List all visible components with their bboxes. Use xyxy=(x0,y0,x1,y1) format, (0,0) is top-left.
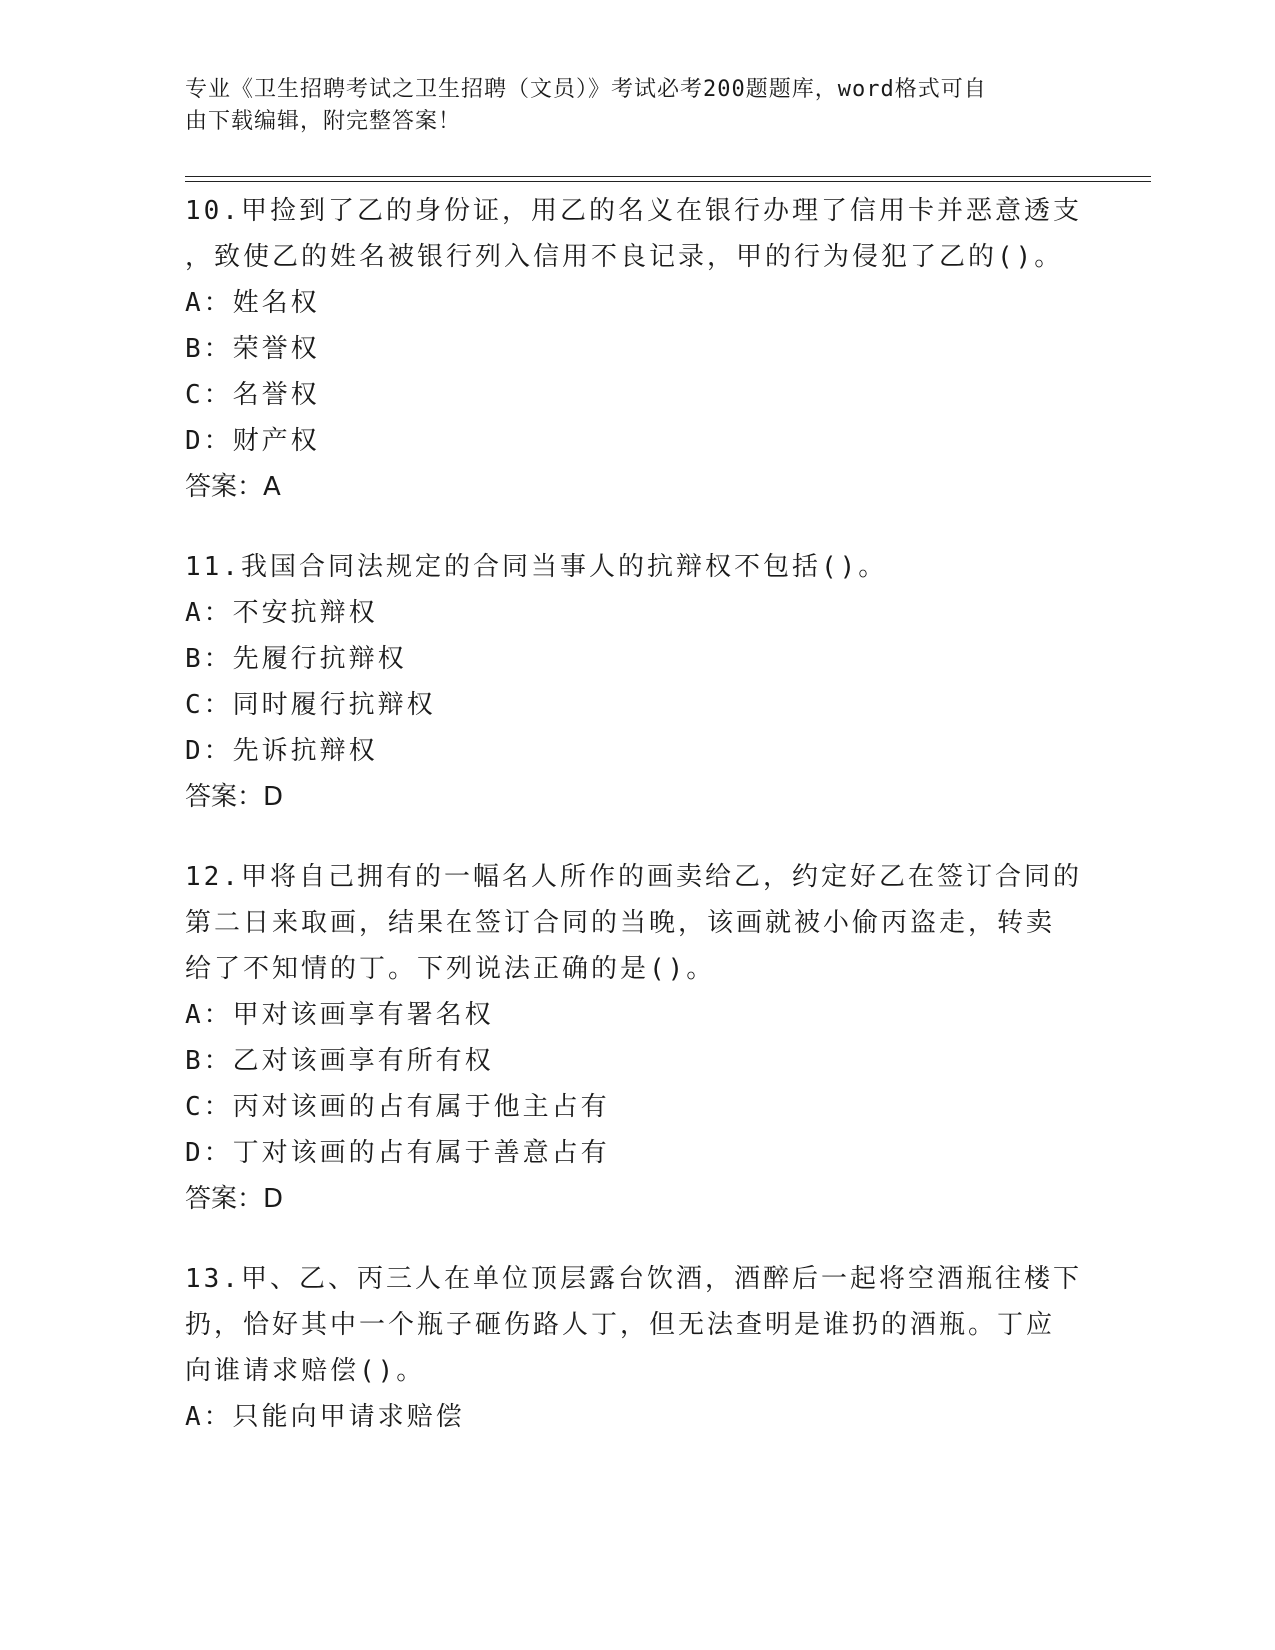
option-b: B：荣誉权 xyxy=(185,334,320,364)
option-d: D：先诉抗辩权 xyxy=(185,736,378,766)
question-text: 13.甲、乙、丙三人在单位顶层露台饮酒，酒醉后一起将空酒瓶往楼下 xyxy=(185,1264,1082,1294)
question-text: 向谁请求赔偿()。 xyxy=(185,1356,426,1386)
option-b: B：先履行抗辩权 xyxy=(185,644,407,674)
option-a: A：只能向甲请求赔偿 xyxy=(185,1402,465,1432)
answer: 答案：D xyxy=(185,782,284,812)
question-text: 10.甲捡到了乙的身份证，用乙的名义在银行办理了信用卡并恶意透支 xyxy=(185,196,1082,226)
question-text: 第二日来取画，结果在签订合同的当晚，该画就被小偷丙盗走，转卖 xyxy=(185,908,1056,938)
option-c: C：名誉权 xyxy=(185,380,320,410)
question-10 xyxy=(185,188,1085,510)
question-text: ，致使乙的姓名被银行列入信用不良记录，甲的行为侵犯了乙的()。 xyxy=(185,242,1064,272)
option-d: D：财产权 xyxy=(185,426,320,456)
option-b: B：乙对该画享有所有权 xyxy=(185,1046,494,1076)
header-line: 由下载编辑，附完整答案！ xyxy=(185,109,462,134)
option-a: A：不安抗辩权 xyxy=(185,598,378,628)
question-text: 扔，恰好其中一个瓶子砸伤路人丁，但无法查明是谁扔的酒瓶。丁应 xyxy=(185,1310,1056,1340)
header-divider-bottom xyxy=(185,181,1151,182)
option-a: A：甲对该画享有署名权 xyxy=(185,1000,494,1030)
question-11 xyxy=(185,544,1085,820)
question-text: 12.甲将自己拥有的一幅名人所作的画卖给乙，约定好乙在签订合同的 xyxy=(185,862,1082,892)
document-header xyxy=(185,74,1065,138)
question-12 xyxy=(185,854,1085,1222)
option-c: C：丙对该画的占有属于他主占有 xyxy=(185,1092,610,1122)
option-c: C：同时履行抗辩权 xyxy=(185,690,436,720)
option-a: A：姓名权 xyxy=(185,288,320,318)
question-list xyxy=(185,188,1085,1474)
option-d: D：丁对该画的占有属于善意占有 xyxy=(185,1138,610,1168)
header-line: 专业《卫生招聘考试之卫生招聘（文员）》考试必考200题题库，word格式可自 xyxy=(185,77,987,102)
answer: 答案：D xyxy=(185,1184,284,1214)
answer: 答案：A xyxy=(185,472,281,502)
question-13 xyxy=(185,1256,1085,1440)
header-divider-top xyxy=(185,176,1151,177)
question-text: 给了不知情的丁。下列说法正确的是()。 xyxy=(185,954,716,984)
question-text: 11.我国合同法规定的合同当事人的抗辩权不包括()。 xyxy=(185,552,888,582)
